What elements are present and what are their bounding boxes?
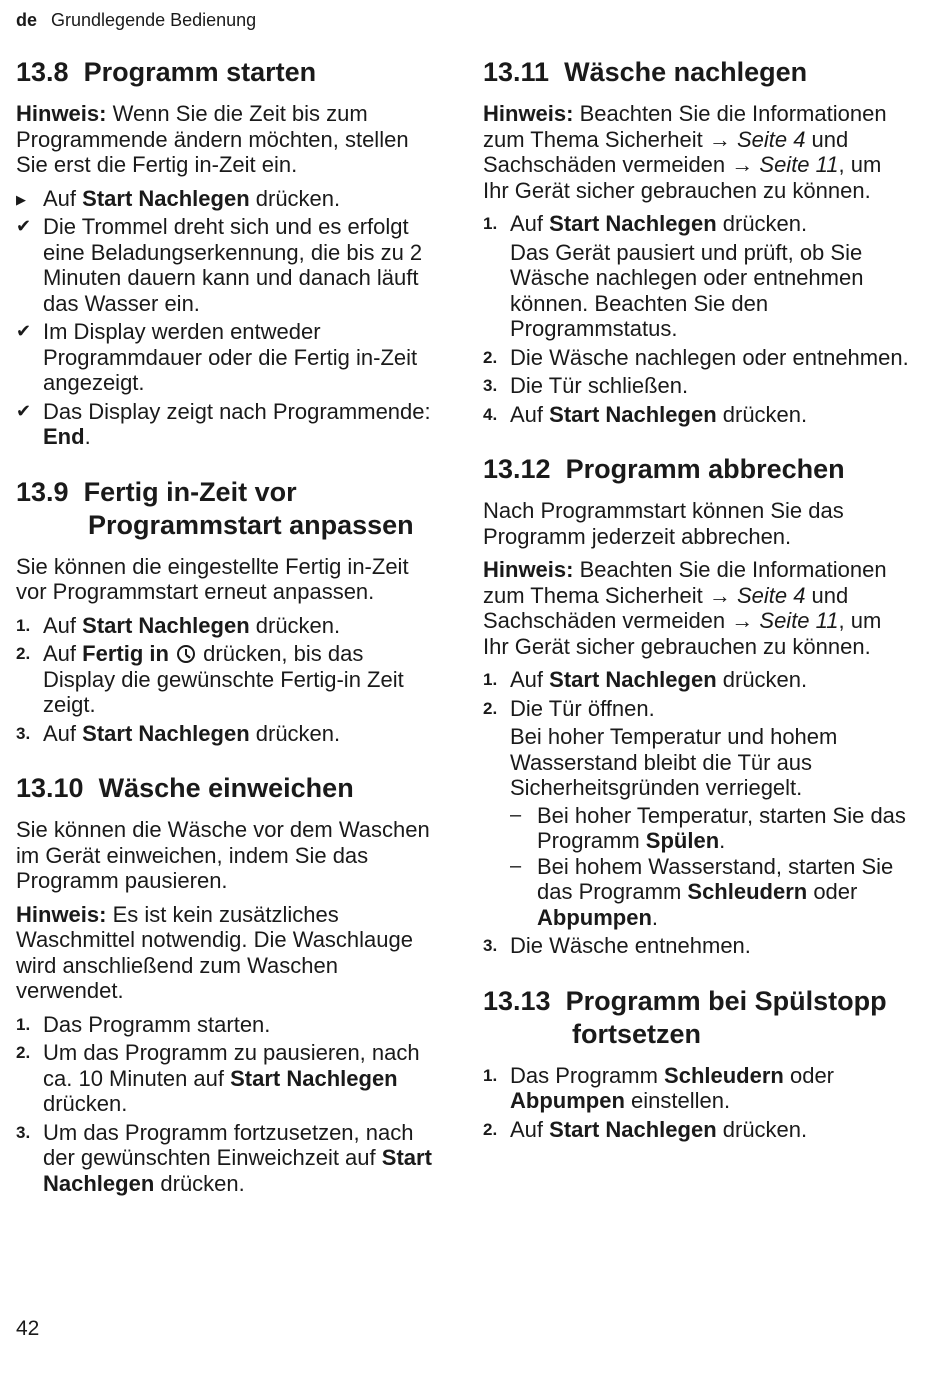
right-column xyxy=(483,56,913,1168)
result-item: ✔ Das Display zeigt nach Programmende: End. xyxy=(16,398,431,449)
step-number: 1. xyxy=(483,1065,498,1085)
section-number: 13.12 xyxy=(483,454,551,484)
reference-arrow-icon: → xyxy=(708,582,731,608)
section-heading xyxy=(483,985,913,1051)
numbered-list xyxy=(483,211,913,427)
intro-paragraph: Sie können die eingestellte Fertig in-Zeit vor Programmstart erneut anpassen. xyxy=(16,553,409,604)
section-heading xyxy=(483,56,913,89)
step-number: 3. xyxy=(16,723,31,743)
dash-icon: – xyxy=(510,854,522,877)
numbered-list xyxy=(483,667,913,959)
numbered-list xyxy=(16,1012,441,1197)
step-number: 3. xyxy=(483,936,498,955)
list-item: 3. Um das Programm fortzusetzen, nach der gewünschten Einweichzeit auf Start Nachlegen drücken. xyxy=(16,1119,432,1196)
dash-list xyxy=(510,803,913,931)
hint-paragraph xyxy=(16,101,441,178)
step-number: 1. xyxy=(483,670,498,689)
section-heading xyxy=(16,772,441,805)
step-number: 2. xyxy=(16,1043,31,1062)
step-number: 3. xyxy=(16,1122,31,1142)
reference-arrow-icon: → xyxy=(708,126,731,152)
hint-paragraph xyxy=(16,902,441,1004)
clock-icon xyxy=(177,645,195,663)
step-number: 2. xyxy=(16,644,31,663)
section-title: Wäsche nachlegen xyxy=(564,57,808,87)
hint-paragraph: Hinweis: Beachten Sie die Informationen zum Thema Sicherheit → Seite 4 und Sachschäden vermeiden → Seite 11, um Ihr Gerät sicher gebrauchen zu können. xyxy=(483,101,887,203)
section-13-9 xyxy=(16,476,441,747)
section-number: 13.10 xyxy=(16,773,84,803)
section-number: 13.11 xyxy=(483,57,550,87)
section-title: Programm starten xyxy=(83,57,317,87)
step-number: 2. xyxy=(483,698,498,718)
arrow-icon: ▶ xyxy=(16,191,26,207)
dash-icon: – xyxy=(510,803,522,826)
section-13-12 xyxy=(483,453,913,959)
section-heading xyxy=(16,56,441,89)
step-number: 2. xyxy=(483,347,498,367)
step-number: 2. xyxy=(483,1119,498,1139)
page-reference[interactable]: Seite 11 xyxy=(759,608,839,633)
instruction-step: ▶ Auf Start Nachlegen drücken. xyxy=(16,185,341,211)
list-item: 3. Die Wäsche entnehmen. xyxy=(483,933,751,958)
language-code: de xyxy=(16,10,38,30)
hint-label: Hinweis: xyxy=(16,901,107,927)
hint-text: Es ist kein zusätzliches Waschmittel notwendig. Die Waschlauge wird anschließend zum Waschen verwendet. xyxy=(16,901,413,1003)
section-13-10 xyxy=(16,772,441,1196)
section-13-11 xyxy=(483,56,913,427)
numbered-list xyxy=(483,1063,913,1143)
numbered-list xyxy=(16,613,441,747)
list-item: 2. Auf Fertig in drücken, bis das Display die gewünschte Fertig-in Zeit zeigt. xyxy=(16,641,404,717)
step-description: Bei hoher Temperatur und hohem Wasserstand bleibt die Tür aus Sicherheitsgründen verriegelt. xyxy=(510,724,838,800)
list-item: 2. Um das Programm zu pausieren, nach ca. 10 Minuten auf Start Nachlegen drücken. xyxy=(16,1040,420,1116)
step-number: 3. xyxy=(483,376,498,395)
chapter-title: Grundlegende Bedienung xyxy=(51,10,257,30)
hint-label: Hinweis: xyxy=(483,101,574,126)
section-title: Programm abbrechen xyxy=(565,454,845,484)
check-icon: ✔ xyxy=(16,321,32,341)
section-title: Programm bei Spülstopp fortsetzen xyxy=(565,985,887,1049)
list-item: 4. Auf Start Nachlegen drücken. xyxy=(483,401,808,427)
page-header xyxy=(16,9,256,31)
reference-arrow-icon: → xyxy=(731,152,754,177)
hint-text: Wenn Sie die Zeit bis zum Programmende ändern möchten, stellen Sie erst die Fertig in-Zeit ein. xyxy=(16,101,409,177)
step-number: 1. xyxy=(483,214,498,233)
page-number: 42 xyxy=(16,1317,40,1340)
page-reference[interactable]: Seite 11 xyxy=(759,152,839,177)
step-number: 1. xyxy=(16,615,31,635)
list-item: 2. Auf Start Nachlegen drücken. xyxy=(483,1116,808,1142)
list-item: 3. Die Tür schließen. xyxy=(483,373,689,398)
list-item: 1. Das Programm starten. xyxy=(16,1011,271,1037)
dash-item: – Bei hoher Temperatur, starten Sie das Programm Spülen. xyxy=(510,802,906,853)
hint-label: Hinweis: xyxy=(483,557,574,582)
result-item: ✔ Im Display werden entweder Programmdauer oder die Fertig in-Zeit angezeigt. xyxy=(16,319,418,395)
section-heading xyxy=(483,453,913,486)
list-item: 2. Die Tür öffnen. Bei hoher Temperatur und hohem Wasserstand bleibt die Tür aus Sicherheitsgründen verriegelt. – Bei hoher Temperatur, starten Sie das Programm Spülen. – Bei hohem Wasserstand, starten Sie das Programm Schleudern oder Abpumpen. xyxy=(483,696,913,931)
left-column xyxy=(16,56,441,1222)
list-item: 1. Das Programm Schleudern oder Abpumpen einstellen. xyxy=(483,1062,835,1113)
list-item: 2. Die Wäsche nachlegen oder entnehmen. xyxy=(483,344,909,370)
hint-paragraph: Hinweis: Beachten Sie die Informationen zum Thema Sicherheit → Seite 4 und Sachschäden vermeiden → Seite 11, um Ihr Gerät sicher gebrauchen zu können. xyxy=(483,557,887,659)
section-heading xyxy=(16,476,441,542)
result-item: ✔ Die Trommel dreht sich und es erfolgt eine Beladungserkennung, die bis zu 2 Minuten dauern kann und danach läuft das Wasser ein. xyxy=(16,214,423,316)
intro-paragraph: Sie können die Wäsche vor dem Waschen im Gerät einweichen, indem Sie das Programm pausieren. xyxy=(16,817,430,893)
step-number: 4. xyxy=(483,404,498,424)
list-item: 1. Auf Start Nachlegen drücken. Das Gerät pausiert und prüft, ob Sie Wäsche nachlegen oder entnehmen können. Beachten Sie den Programmstatus. xyxy=(483,211,913,342)
step-description: Das Gerät pausiert und prüft, ob Sie Wäsche nachlegen oder entnehmen können. Beachten Sie den Programmstatus. xyxy=(510,239,864,341)
intro-paragraph: Nach Programmstart können Sie das Programm jederzeit abbrechen. xyxy=(483,498,844,549)
list-item: 1. Auf Start Nachlegen drücken. xyxy=(16,612,341,638)
page-reference[interactable]: Seite 4 xyxy=(736,582,806,608)
step-number: 1. xyxy=(16,1014,31,1034)
list-item: 3. Auf Start Nachlegen drücken. xyxy=(16,720,341,746)
section-title: Wäsche einweichen xyxy=(98,773,354,803)
reference-arrow-icon: → xyxy=(731,608,754,633)
section-13-13 xyxy=(483,985,913,1143)
section-13-8 xyxy=(16,56,441,450)
section-number: 13.13 xyxy=(483,985,551,1016)
check-icon: ✔ xyxy=(16,216,32,236)
section-number: 13.8 xyxy=(16,57,69,87)
check-icon: ✔ xyxy=(16,400,32,421)
hint-label: Hinweis: xyxy=(16,101,107,126)
section-number: 13.9 xyxy=(16,476,69,507)
page-reference[interactable]: Seite 4 xyxy=(736,126,806,152)
section-title: Fertig in-Zeit vor Programmstart anpassen xyxy=(83,476,414,540)
instruction-list xyxy=(16,186,441,450)
dash-item: – Bei hohem Wasserstand, starten Sie das Programm Schleudern oder Abpumpen. xyxy=(510,853,894,930)
list-item: 1. Auf Start Nachlegen drücken. xyxy=(483,667,808,692)
